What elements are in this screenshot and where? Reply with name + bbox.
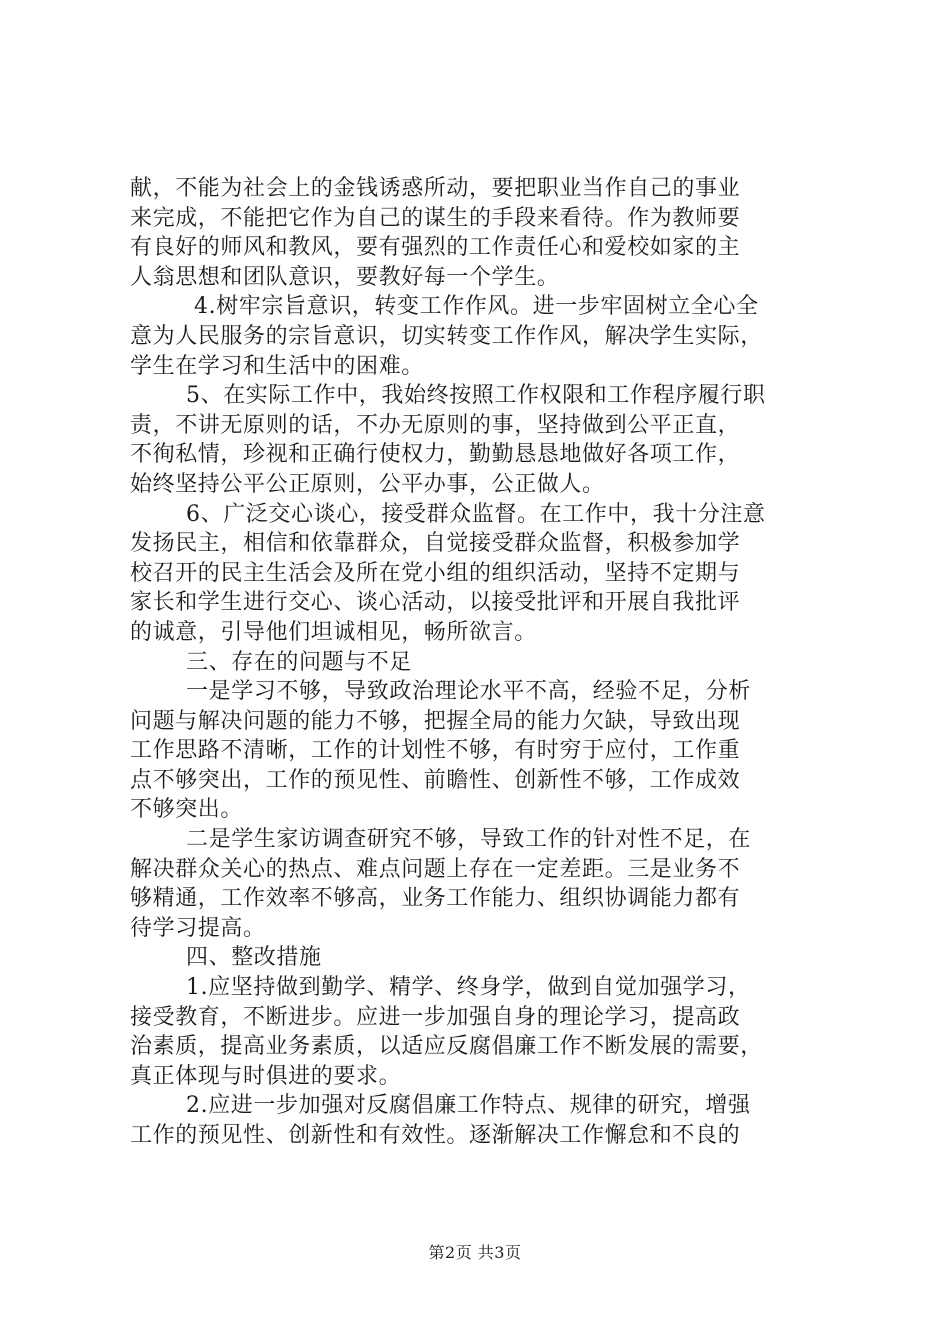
text-line: 不徇私情，珍视和正确行使权力，勤勤恳恳地做好各项工作， <box>130 442 741 468</box>
text-line: 工作的预见性、创新性和有效性。逐渐解决工作懈怠和不良的 <box>130 1123 741 1148</box>
paragraph-start-4: 4.树牢宗旨意识，转变工作作风。进一步牢固树立全心全 <box>194 294 759 320</box>
text-line: 待学习提高。 <box>130 915 266 941</box>
text-line: 工作思路不清晰，工作的计划性不够，有时穷于应付，工作重 <box>130 738 741 764</box>
text-line: 真正体现与时俱进的要求。 <box>130 1063 402 1089</box>
text-line: 治素质，提高业务素质，以适应反腐倡廉工作不断发展的需要， <box>130 1034 763 1060</box>
text-line: 责，不讲无原则的话，不办无原则的事，坚持做到公平正直， <box>130 412 741 438</box>
paragraph-start-first-problem: 一是学习不够，导致政治理论水平不高，经验不足，分析 <box>186 679 752 705</box>
text-line: 接受教育，不断进步。应进一步加强自身的理论学习，提高政 <box>130 1004 741 1030</box>
text-line: 问题与解决问题的能力不够，把握全局的能力欠缺，导致出现 <box>130 708 741 734</box>
text-line: 解决群众关心的热点、难点问题上存在一定差距。三是业务不 <box>130 856 741 882</box>
text-line: 点不够突出，工作的预见性、前瞻性、创新性不够，工作成效 <box>130 767 741 793</box>
text-line: 校召开的民主生活会及所在党小组的组织活动，坚持不定期与 <box>130 560 741 586</box>
text-line: 来完成，不能把它作为自己的谋生的手段来看待。作为教师要 <box>130 205 741 231</box>
text-line: 献，不能为社会上的金钱诱惑所动，要把职业当作自己的事业 <box>130 176 741 201</box>
text-line: 学生在学习和生活中的困难。 <box>130 353 424 379</box>
text-line: 人翁思想和团队意识，要教好每一个学生。 <box>130 264 560 290</box>
text-line: 的诚意，引导他们坦诚相见，畅所欲言。 <box>130 619 537 645</box>
text-line: 够精通，工作效率不够高，业务工作能力、组织协调能力都有 <box>130 886 741 912</box>
paragraph-start-measure-1: 1.应坚持做到勤学、精学、终身学，做到自觉加强学习， <box>186 975 751 1001</box>
document-body <box>130 174 842 1151</box>
section-heading-problems: 三、存在的问题与不足 <box>186 649 413 675</box>
text-line: 有良好的师风和教风，要有强烈的工作责任心和爱校如家的主 <box>130 235 741 261</box>
text-line: 发扬民主，相信和依靠群众，自觉接受群众监督，积极参加学 <box>130 531 741 557</box>
paragraph-start-6: 6、广泛交心谈心，接受群众监督。在工作中，我十分注意 <box>186 501 766 527</box>
page-number-footer: 第2页 共3页 <box>428 1243 522 1262</box>
text-line: 不够突出。 <box>130 797 244 823</box>
section-heading-measures: 四、整改措施 <box>186 945 322 971</box>
text-line: 始终坚持公平公正原则，公平办事，公正做人。 <box>130 471 605 497</box>
paragraph-start-5: 5、在实际工作中，我始终按照工作权限和工作程序履行职 <box>186 383 766 409</box>
paragraph-start-measure-2: 2.应进一步加强对反腐倡廉工作特点、规律的研究，增强 <box>186 1093 751 1119</box>
text-line: 意为人民服务的宗旨意识，切实转变工作作风，解决学生实际， <box>130 323 763 349</box>
paragraph-start-second-problem: 二是学生家访调查研究不够，导致工作的针对性不足，在 <box>186 827 752 853</box>
text-line: 家长和学生进行交心、谈心活动，以接受批评和开展自我批评 <box>130 590 741 616</box>
